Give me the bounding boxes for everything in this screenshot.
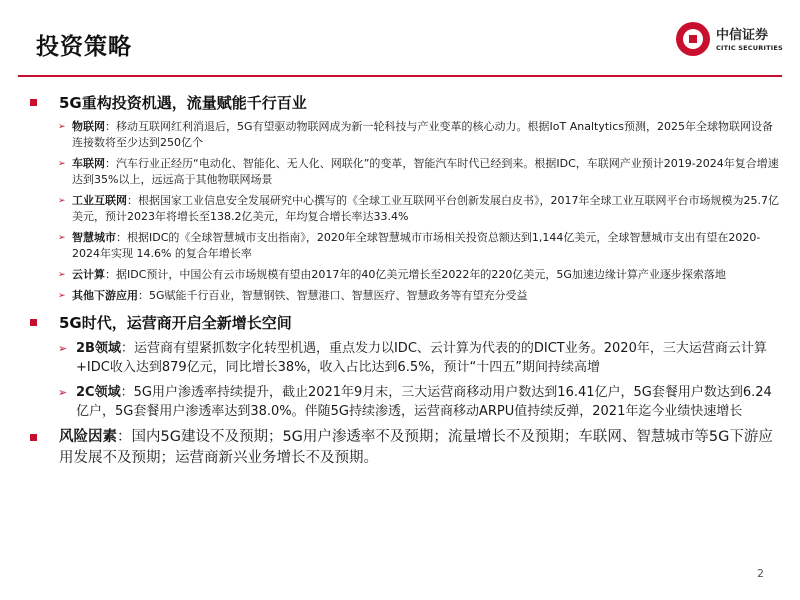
item-label: 工业互联网 bbox=[72, 194, 127, 207]
item-text: ：据IDC预计，中国公有云市场规模有望由2017年的40亿美元增长至2022年的220亿美元，5G加速边缘计算产业逐步探索落地 bbox=[105, 268, 726, 281]
list-item-industrial-internet bbox=[58, 193, 782, 225]
item-text: ：汽车行业正经历“电动化、智能化、无人化、网联化”的变革，智能汽车时代已经到来。根据IDC，车联网产业预计2019-2024年复合增速达到35%以上，远远高于其他物联网场景 bbox=[72, 157, 779, 186]
list-item-vehicle-network bbox=[58, 156, 782, 188]
item-label: 智慧城市 bbox=[72, 231, 116, 244]
arrow-bullet-icon: ➢ bbox=[58, 233, 66, 243]
page-number: 2 bbox=[757, 567, 764, 580]
list-item-other-applications bbox=[58, 288, 782, 304]
list-item-smart-city bbox=[58, 230, 782, 262]
square-bullet-icon bbox=[30, 319, 37, 326]
citic-seal-icon bbox=[676, 22, 710, 56]
section-heading-text: 5G时代，运营商开启全新增长空间 bbox=[59, 314, 292, 332]
item-text: ：5G赋能千行百业，智慧钢铁、智慧港口、智慧医疗、智慧政务等有望充分受益 bbox=[138, 289, 528, 302]
item-text: ：5G用户渗透率持续提升，截止2021年9月末，三大运营商移动用户数达到16.41亿户，5G套餐用户数达到6.24亿户，5G套餐用户渗透率达到38.0%。伴随5G持续渗透，运营商移动ARPU值持续反弹，2021年迄今业绩快速增长 bbox=[76, 385, 772, 419]
risk-factors bbox=[30, 427, 782, 469]
item-text: ：根据IDC的《全球智慧城市支出指南》，2020年全球智慧城市市场相关投资总额达到1,144亿美元，全球智慧城市支出有望在2020-2024年实现 14.6% 的复合年增长率 bbox=[72, 231, 761, 260]
arrow-bullet-icon: ➢ bbox=[58, 291, 66, 301]
logo-chinese-text: 中信证券 bbox=[716, 28, 769, 43]
square-bullet-icon bbox=[30, 99, 37, 106]
square-bullet-icon bbox=[30, 434, 37, 441]
logo-english-text: CITIC SECURITIES bbox=[716, 44, 783, 52]
item-label: 云计算 bbox=[72, 268, 105, 281]
section-heading-operators bbox=[30, 312, 782, 333]
page-title: 投资策略 bbox=[36, 34, 132, 60]
header-divider bbox=[18, 75, 782, 77]
arrow-bullet-icon: ➢ bbox=[58, 159, 66, 169]
item-label: 其他下游应用 bbox=[72, 289, 138, 302]
item-label: 车联网 bbox=[72, 157, 105, 170]
item-text: ：运营商有望紧抓数字化转型机遇，重点发力以IDC、云计算为代表的的DICT业务。2020年，三大运营商云计算+IDC收入达到879亿元，同比增长38%，收入占比达到6.5%，预计“十四五”期间持续高增 bbox=[76, 341, 767, 375]
section-heading-5g-opportunity bbox=[30, 92, 782, 113]
item-label: 2B领域 bbox=[76, 341, 121, 356]
item-text: ：根据国家工业信息安全发展研究中心撰写的《全球工业互联网平台创新发展白皮书》，2017年全球工业互联网平台市场规模为25.7亿美元，预计2023年将增长至138.2亿美元，年均复合增长率达33.4% bbox=[72, 194, 779, 223]
item-label: 2C领域 bbox=[76, 385, 121, 400]
item-text: ：移动互联网红利消退后，5G有望驱动物联网成为新一轮科技与产业变革的核心动力。根据IoT Analtytics预测，2025年全球物联网设备连接数将至少达到250亿个 bbox=[72, 120, 773, 149]
slide-content bbox=[30, 92, 782, 469]
section-heading-text: 5G重构投资机遇，流量赋能千行百业 bbox=[59, 94, 307, 112]
arrow-bullet-icon: ➢ bbox=[58, 270, 66, 280]
list-item-2c bbox=[58, 383, 782, 421]
list-item-2b bbox=[58, 339, 782, 377]
item-label: 物联网 bbox=[72, 120, 105, 133]
arrow-bullet-icon: ➢ bbox=[58, 196, 66, 206]
list-item-iot bbox=[58, 119, 782, 151]
risk-text: ：国内5G建设不及预期；5G用户渗透率不及预期；流量增长不及预期；车联网、智慧城市等5G下游应用发展不及预期；运营商新兴业务增长不及预期。 bbox=[59, 429, 773, 466]
risk-label: 风险因素 bbox=[59, 429, 117, 445]
arrow-bullet-icon: ➢ bbox=[58, 122, 66, 132]
list-item-cloud-computing bbox=[58, 267, 782, 283]
arrow-bullet-icon: ➢ bbox=[58, 342, 68, 355]
citic-logo bbox=[676, 18, 788, 62]
arrow-bullet-icon: ➢ bbox=[58, 386, 68, 399]
